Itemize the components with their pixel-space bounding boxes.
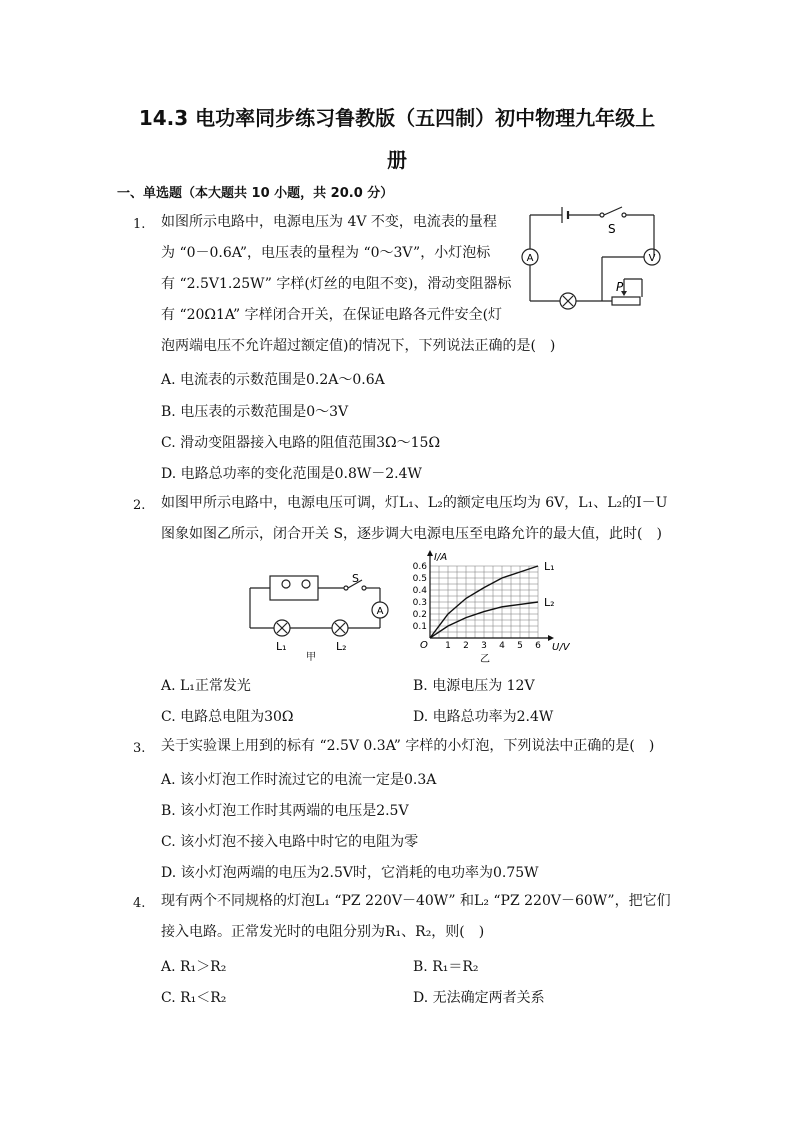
y-tick-label: 0.2 [412,610,427,620]
rheostat-icon [612,297,640,305]
question-1-circuit-figure [512,203,662,313]
lamp-l2-label: L₂ [336,640,347,653]
x-tick-label: 6 [535,641,541,651]
y-axis-arrow [427,550,433,556]
question-4-line-2: 接入电路。正常发光时的电阻分别为R₁、R₂，则( ) [161,924,485,940]
question-3-number: 3. [133,741,146,756]
question-4-option-b: B. R₁＝R₂ [413,959,479,975]
x-tick-label: 4 [499,641,505,651]
adjustable-source-icon [270,576,318,600]
x-tick-label: 2 [463,641,469,651]
slider-label: P [616,280,624,294]
question-1-option-b: B. 电压表的示数范围是0～3V [161,404,349,420]
series-label-2: L₂ [544,596,555,609]
question-1-line-1: 如图所示电路中，电源电压为 4V 不变，电流表的量程 [161,214,497,230]
question-2-line-2: 图象如图乙所示，闭合开关 S，逐步调大电源电压至电路允许的最大值，此时( ) [161,526,662,542]
question-1-option-d: D. 电路总功率的变化范围是0.8W－2.4W [161,466,422,482]
question-3-line-1: 关于实验课上用到的标有 “2.5V 0.3A” 字样的小灯泡，下列说法中正确的是( ) [161,738,655,754]
question-4-option-d: D. 无法确定两者关系 [413,990,545,1006]
x-tick-label: 1 [445,641,451,651]
figure-caption-jia: 甲 [306,652,316,663]
voltmeter-label: V [648,253,656,264]
question-1-option-c: C. 滑动变阻器接入电路的阻值范围3Ω～15Ω [161,435,441,451]
question-4-option-a: A. R₁＞R₂ [161,959,227,975]
y-tick-label: 0.3 [412,598,427,608]
x-axis-arrow [548,635,554,641]
question-3-option-b: B. 该小灯泡工作时其两端的电压是2.5V [161,803,409,819]
question-1-line-5: 泡两端电压不允许超过额定值)的情况下，下列说法正确的是( ) [161,338,556,354]
question-3-option-a: A. 该小灯泡工作时流过它的电流一定是0.3A [161,772,437,788]
x-axis-label: U/V [552,642,570,653]
question-4-number: 4. [133,896,146,911]
question-2-number: 2. [133,498,146,513]
switch-label: S [608,222,616,236]
question-1-line-4: 有 “20Ω1A” 字样闭合开关，在保证电路各元件安全(灯 [161,307,503,323]
switch-label: S [352,572,359,585]
origin-label: O [420,640,428,651]
page-title-line-1: 14.3 电功率同步练习鲁教版（五四制）初中物理九年级上 [138,106,656,130]
question-2-iu-chart-yi [400,550,570,665]
question-3-option-d: D. 该小灯泡两端的电压为2.5V时，它消耗的电功率为0.75W [161,865,539,881]
question-2-line-1: 如图甲所示电路中，电源电压可调，灯L₁、L₂的额定电压均为 6V，L₁、L₂的I－U [161,495,668,511]
question-1-line-2: 为 “0－0.6A”，电压表的量程为 “0～3V”，小灯泡标 [161,245,491,261]
x-tick-label: 5 [517,641,523,651]
x-tick-label: 3 [481,641,487,651]
ammeter-label: A [526,253,534,264]
question-2-circuit-figure-jia [240,570,390,665]
page-title-line-2: 册 [387,148,407,172]
y-axis-label: I/A [434,552,448,563]
question-2-option-d: D. 电路总功率为2.4W [413,709,554,725]
question-4-option-c: C. R₁＜R₂ [161,990,227,1006]
y-tick-label: 0.1 [412,622,427,632]
question-2-option-c: C. 电路总电阻为30Ω [161,709,294,725]
question-4-line-1: 现有两个不同规格的灯泡L₁ “PZ 220V－40W” 和L₂ “PZ 220V－60W”，把它们 [161,893,671,909]
figure-caption-yi: 乙 [480,654,490,665]
question-1-option-a: A. 电流表的示数范围是0.2A～0.6A [161,372,385,388]
question-2-option-a: A. L₁正常发光 [161,678,251,694]
section-heading: 一、单选题（本大题共 10 小题，共 20.0 分） [117,186,394,201]
question-1-line-3: 有 “2.5V1.25W” 字样(灯丝的电阻不变)，滑动变阻器标 [161,276,512,292]
y-tick-label: 0.6 [412,562,427,572]
y-tick-label: 0.4 [412,586,427,596]
question-2-option-b: B. 电源电压为 12V [413,678,535,694]
question-3-option-c: C. 该小灯泡不接入电路中时它的电阻为零 [161,834,419,850]
series-label-1: L₁ [544,560,555,573]
ammeter-label: A [376,606,384,617]
question-1-number: 1. [133,217,146,232]
lamp-l1-label: L₁ [276,640,287,653]
y-tick-label: 0.5 [412,574,427,584]
